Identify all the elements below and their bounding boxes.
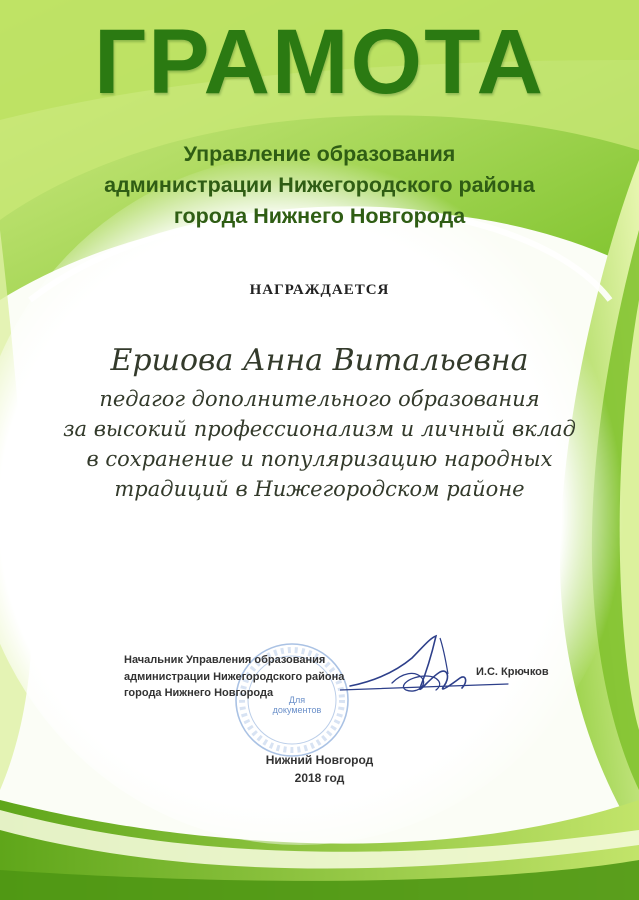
award-text bbox=[0, 384, 639, 504]
reason-line: традиций в Нижегородском районе bbox=[114, 477, 525, 501]
issuer-line: Управление образования bbox=[183, 142, 456, 166]
stamp-line: Для bbox=[288, 695, 306, 705]
signatory-name: И.С. Крючков bbox=[476, 666, 549, 678]
reason-line: за высокий профессионализм и личный вклад bbox=[63, 417, 576, 441]
signatory-position bbox=[124, 652, 374, 702]
recipient-name: Ершова Анна Витальевна bbox=[110, 343, 529, 378]
certificate-title: ГРАМОТА bbox=[94, 11, 545, 113]
awarded-label: НАГРАЖДАЕТСЯ bbox=[249, 282, 390, 298]
signatory-position-line: города Нижнего Новгорода bbox=[124, 687, 274, 699]
signatory-position-line: администрации Нижегородского района bbox=[124, 670, 345, 683]
issuer-line: администрации Нижегородского района bbox=[104, 173, 535, 197]
signatory-position-line: Начальник Управления образования bbox=[124, 654, 326, 666]
city: Нижний Новгород bbox=[265, 753, 374, 767]
issuer-block bbox=[0, 139, 639, 232]
recipient-position: педагог дополнительного образования bbox=[99, 387, 540, 411]
reason-line: в сохранение и популяризацию народных bbox=[86, 447, 553, 471]
issuer-line: города Нижнего Новгорода bbox=[173, 204, 466, 228]
year: 2018 год bbox=[294, 771, 345, 785]
stamp-line: документов bbox=[272, 705, 322, 715]
